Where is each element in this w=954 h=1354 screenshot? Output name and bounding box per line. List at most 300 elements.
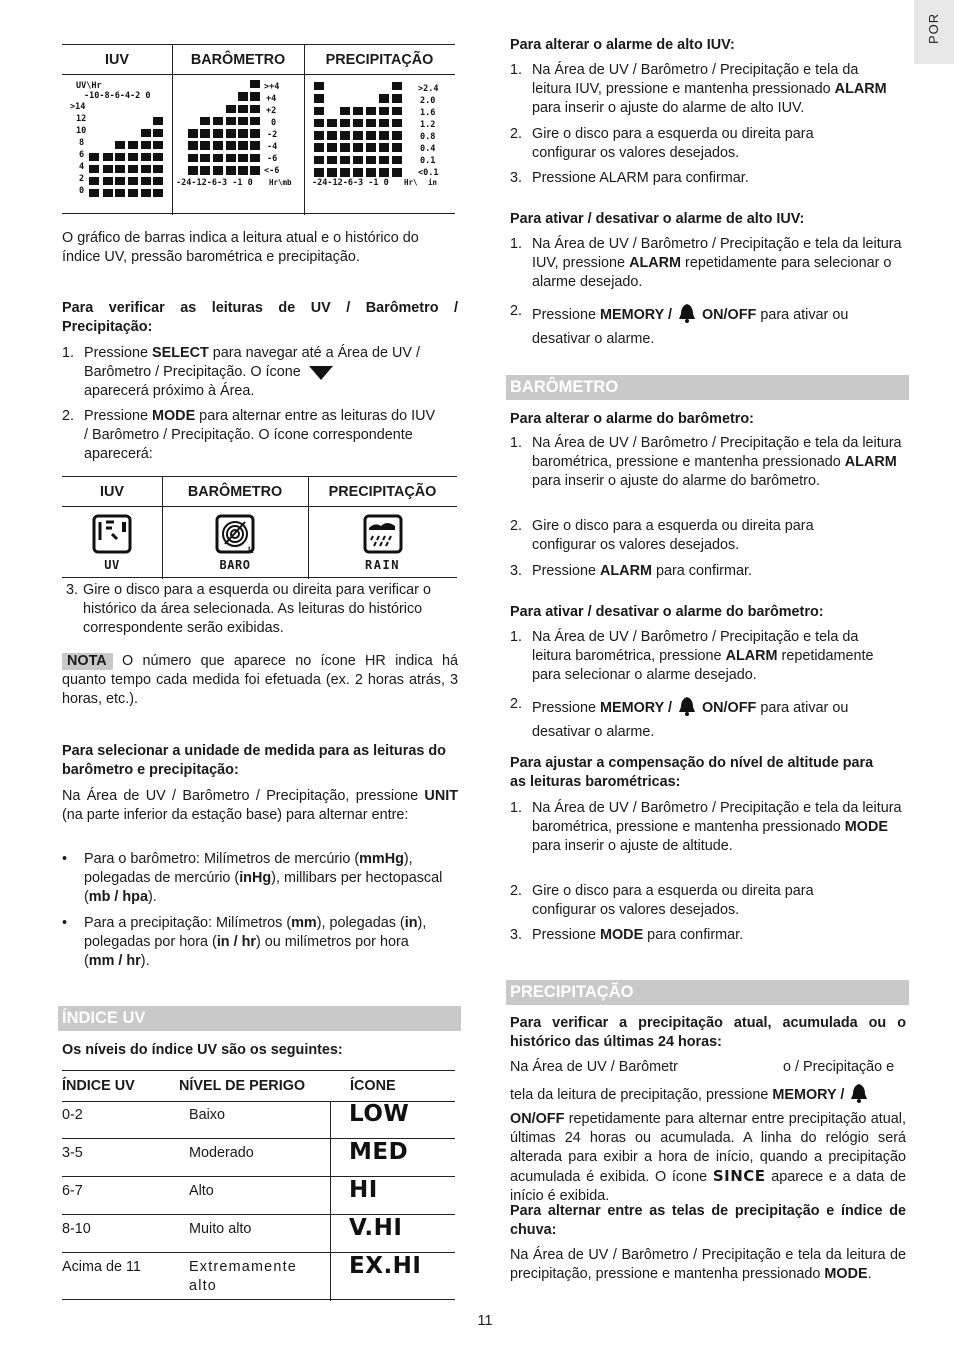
baro-bar-segment xyxy=(250,105,260,114)
unit-text: (na parte inferior da estação base) para alternar entre: xyxy=(62,807,409,823)
uv-table-header-index: ÍNDICE UV xyxy=(62,1078,135,1094)
toggle-iuv-step-2 xyxy=(510,302,906,349)
barometer-bars xyxy=(178,80,302,210)
step-number: 2. xyxy=(62,408,75,424)
rain-check-heading: Para verificar a precipitação atual, acumulada ou o histórico das últimas 24 horas: xyxy=(510,1015,906,1050)
step-text: Na Área de UV / Barômetro / Precipitação e tela da leitura IUV, pressione e mantenha pressionado xyxy=(532,62,859,97)
rain-mode-label: RAIN xyxy=(365,558,400,572)
uv-table-header-level: NÍVEL DE PERIGO xyxy=(179,1078,306,1094)
bullet-key: mmHg xyxy=(359,851,404,867)
rain-bar-segment xyxy=(340,168,350,177)
step-text: para navegar até a Área de UV / Barômetro / Precipitação. O ícone xyxy=(84,345,420,380)
alarm-iuv-step-1 xyxy=(510,61,906,118)
bullet-key: mb / hpa xyxy=(88,889,148,905)
step-text: Pressione xyxy=(532,927,600,943)
step-number: 2. xyxy=(510,303,523,319)
baro-bar-segment xyxy=(200,166,210,175)
rain-index-paragraph xyxy=(510,1246,906,1284)
bullet-text: ), polegadas por hora ( xyxy=(84,915,427,950)
rain-check-paragraph xyxy=(510,1058,906,1206)
rain-text: repetidamente para alternar entre precipitação atual, últimas 24 horas ou acumulada. A linha do relógio será alterada para exibir a hora de início, quando a precipitação acumulada é exibida. O ícone xyxy=(510,1111,906,1185)
step-text: para inserir o ajuste do alarme de alto IUV. xyxy=(532,100,805,116)
uv-level-12: 12 xyxy=(76,114,87,124)
altitude-step-1 xyxy=(510,799,906,856)
rain-bar-segment xyxy=(379,107,389,116)
uv-bar-segment xyxy=(89,189,99,197)
step-key: MEMORY / xyxy=(600,700,676,716)
uv-bar-segment xyxy=(128,141,138,149)
uv-index-cell: 6-7 xyxy=(62,1183,83,1199)
uv-mode-label: UV xyxy=(104,558,120,572)
mode-icon-table xyxy=(62,476,457,578)
baro-bar-segment xyxy=(250,80,260,89)
rain-text: o / Precipitação e xyxy=(783,1059,895,1075)
uv-hr-ticks: -10-8-6-4-2 0 xyxy=(84,91,151,101)
rain-bar-segment xyxy=(366,131,376,140)
baro-bar-segment xyxy=(213,166,223,175)
rain-bar-segment xyxy=(327,168,337,177)
alarm-baro-step-1 xyxy=(510,434,906,491)
uv-table-header-icon: ÍCONE xyxy=(350,1078,396,1094)
rain-bar-segment xyxy=(392,168,402,177)
altitude-heading: Para ajustar a compensação do nível de altitude para as leituras barométricas: xyxy=(510,755,874,790)
baro-bar-segment xyxy=(226,141,236,150)
step-number: 1. xyxy=(510,435,523,451)
baro-mode-icon xyxy=(215,514,255,554)
step-text: repetidamente para selecionar o alarme desejado. xyxy=(532,255,892,290)
baro-bar-segment xyxy=(250,154,260,163)
uv-bar-segment xyxy=(141,141,151,149)
rain-level-4: 1.2 xyxy=(420,120,436,130)
rain-bar-segment xyxy=(314,156,324,165)
baro-bar-segment xyxy=(250,166,260,175)
baro-level-2: +4 xyxy=(266,94,277,104)
step-key: ALARM xyxy=(834,81,887,97)
baro-bar-segment xyxy=(250,92,260,101)
rain-bar-segment xyxy=(314,168,324,177)
ex-hi-icon: EX.HI xyxy=(349,1253,422,1279)
uv-index-cell: 8-10 xyxy=(62,1221,91,1237)
rain-bar-segment xyxy=(314,82,324,91)
step-number: 3. xyxy=(510,563,523,579)
step-key: SELECT xyxy=(152,345,209,361)
unit-heading: Para selecionar a unidade de medida para as leituras do barômetro e precipitação: xyxy=(62,743,446,778)
uv-bar-segment xyxy=(141,129,151,137)
rain-bar-segment xyxy=(392,119,402,128)
baro-level-6: -4 xyxy=(267,142,278,152)
uv-bar-segment xyxy=(115,177,125,185)
uv-bar-segment xyxy=(103,165,113,173)
uv-bar-segment xyxy=(128,189,138,197)
step-number: 3. xyxy=(66,582,79,598)
triangle-down-icon xyxy=(309,366,333,380)
uv-index-section-title: ÍNDICE UV xyxy=(58,1006,461,1031)
bell-icon xyxy=(676,695,698,723)
baro-bar-segment xyxy=(238,166,248,175)
baro-bar-segment xyxy=(213,129,223,138)
uv-bar-segment xyxy=(89,165,99,173)
step-number: 1. xyxy=(510,800,523,816)
bullet-key: mm xyxy=(291,915,317,931)
step-number: 3. xyxy=(510,170,523,186)
rain-bar-segment xyxy=(392,156,402,165)
baro-bar-segment xyxy=(238,105,248,114)
step-key: ON/OFF xyxy=(701,700,757,716)
rain-bar-segment xyxy=(392,94,402,103)
uv-bar-segment xyxy=(153,141,163,149)
bullet-key: in xyxy=(404,915,418,931)
rain-bar-segment xyxy=(353,143,363,152)
uv-level-cell: Muito alto xyxy=(189,1221,252,1237)
rain-bar-segment xyxy=(379,156,389,165)
hi-icon: HI xyxy=(349,1177,378,1203)
uv-bar-segment xyxy=(89,177,99,185)
step-text: Gire o disco para a esquerda ou direita para configurar os valores desejados. xyxy=(532,883,814,918)
uv-level-cell: Moderado xyxy=(189,1145,254,1161)
baro-unit: Hr\mb xyxy=(269,178,292,187)
graph-header-precipitacao: PRECIPITAÇÃO xyxy=(325,52,434,68)
bullet-text: ). xyxy=(140,953,150,969)
graph-intro-text: O gráfico de barras indica a leitura atual e o histórico do índice UV, pressão barométrica e precipitação. xyxy=(62,230,419,265)
baro-bar-segment xyxy=(200,117,210,126)
rain-bar-segment xyxy=(353,168,363,177)
uv-bar-segment xyxy=(115,189,125,197)
baro-bar-segment xyxy=(238,129,248,138)
uv-level-0: 0 xyxy=(79,186,85,196)
rain-key: MEMORY / xyxy=(772,1087,845,1103)
bell-icon xyxy=(848,1082,870,1110)
rain-unit-hr: Hr\ xyxy=(404,178,418,187)
rain-bar-segment xyxy=(327,156,337,165)
uv-level-8: 8 xyxy=(79,138,85,148)
baro-bar-segment xyxy=(226,154,236,163)
page-number: 11 xyxy=(477,1313,493,1329)
check-step-2 xyxy=(62,407,458,464)
step-text: para inserir o ajuste de altitude. xyxy=(532,838,733,854)
barometer-history-graph xyxy=(178,80,302,210)
bell-icon xyxy=(676,302,698,330)
rain-bar-segment xyxy=(340,156,350,165)
uv-bar-segment xyxy=(153,153,163,161)
rain-bar-segment xyxy=(366,168,376,177)
toggle-iuv-heading: Para ativar / desativar o alarme de alto IUV: xyxy=(510,211,805,227)
rain-bar-segment xyxy=(379,143,389,152)
rain-bar-segment xyxy=(327,119,337,128)
step-key: ALARM xyxy=(844,454,897,470)
language-tab-label: POR xyxy=(926,12,941,44)
step-text: Pressione xyxy=(84,345,152,361)
uv-bar-segment xyxy=(103,189,113,197)
baro-bar-segment xyxy=(226,129,236,138)
unit-bullet-precipitation xyxy=(62,914,458,971)
bullet-text: ). xyxy=(147,889,157,905)
graph-divider-1 xyxy=(172,45,173,215)
rain-key: MODE xyxy=(824,1266,868,1282)
step-text: para confirmar. xyxy=(643,927,744,943)
rain-bar-segment xyxy=(340,131,350,140)
step-text: para alternar entre as leituras do IUV / Barômetro / Precipitação. O ícone correspondente aparecerá: xyxy=(84,408,436,462)
step-number: 1. xyxy=(510,62,523,78)
step-text: Na Área de UV / Barômetro / Precipitação e tela da leitura barométrica, pressione xyxy=(532,629,859,664)
step-text: Pressione xyxy=(532,307,600,323)
uv-level-6: 6 xyxy=(79,150,85,160)
graph-header-barometro: BARÔMETRO xyxy=(190,52,286,68)
baro-bar-segment xyxy=(200,129,210,138)
altitude-step-3 xyxy=(510,926,906,945)
table-row xyxy=(62,1254,455,1301)
bullet-key: inHg xyxy=(239,870,272,886)
rain-level-3: 1.6 xyxy=(420,108,436,118)
step-text: Na Área de UV / Barômetro / Precipitação e tela da leitura IUV, pressione xyxy=(532,236,902,271)
rain-bar-segment xyxy=(314,131,324,140)
rain-bar-segment xyxy=(366,119,376,128)
uv-bar-segment xyxy=(153,177,163,185)
since-icon: SINCE xyxy=(712,1167,766,1185)
note-block xyxy=(62,652,458,709)
rain-bar-segment xyxy=(392,82,402,91)
rain-bar-segment xyxy=(379,168,389,177)
uv-bar-segment xyxy=(153,165,163,173)
table-row xyxy=(62,1102,455,1139)
rain-key: ON/OFF xyxy=(510,1111,565,1127)
uv-bar-segment xyxy=(128,153,138,161)
check-readings-heading: Para verificar as leituras de UV / Barômetro / Precipitação: xyxy=(62,300,458,335)
uv-bar-segment xyxy=(115,165,125,173)
uv-level-cell: Alto xyxy=(189,1183,214,1199)
alarm-baro-step-3 xyxy=(510,562,906,581)
bullet-text: ), polegadas ( xyxy=(316,915,405,931)
step-text: aparecerá próximo à Área. xyxy=(84,383,255,399)
rain-level-6: 0.4 xyxy=(420,144,436,154)
uv-bar-segment xyxy=(141,165,151,173)
bullet-dot: • xyxy=(62,915,68,931)
low-icon: LOW xyxy=(349,1101,410,1127)
rain-bar-segment xyxy=(314,94,324,103)
baro-bar-segment xyxy=(213,141,223,150)
uv-bar-segment xyxy=(89,153,99,161)
step-key: MODE xyxy=(152,408,196,424)
icon-header-iuv: IUV xyxy=(100,484,124,500)
uv-history-graph xyxy=(70,80,170,210)
step-text: Na Área de UV / Barômetro / Precipitação e tela da leitura barométrica, pressione e mantenha pressionado xyxy=(532,800,902,835)
rain-text: Na Área de UV / Barômetro / Precipitação e tela da leitura de precipitação, pressione e mantenha pressionado xyxy=(510,1247,906,1282)
rain-text: aparece e a data de início é exibida. xyxy=(510,1169,906,1204)
step-number: 3. xyxy=(510,927,523,943)
step-number: 2. xyxy=(510,518,523,534)
check-step-1 xyxy=(62,344,458,401)
baro-level-5: -2 xyxy=(267,130,278,140)
step-text: Na Área de UV / Barômetro / Precipitação e tela da leitura barométrica, pressione e mantenha pressionado xyxy=(532,435,902,470)
baro-bar-segment xyxy=(238,141,248,150)
rain-level-5: 0.8 xyxy=(420,132,436,142)
uv-bar-segment xyxy=(128,165,138,173)
rain-level-8: <0.1 xyxy=(418,168,439,178)
uv-bar-segment xyxy=(141,177,151,185)
uv-bar-segment xyxy=(103,177,113,185)
rain-bar-segment xyxy=(353,131,363,140)
note-text: O número que aparece no ícone HR indica há quanto tempo cada medida foi efetuada (ex. 2 horas atrás, 3 horas, etc.). xyxy=(62,653,459,707)
uv-bar-segment xyxy=(141,189,151,197)
rain-bar-segment xyxy=(340,107,350,116)
rain-x-ticks: -24-12-6-3 -1 0 xyxy=(312,178,389,188)
baro-bar-segment xyxy=(188,166,198,175)
baro-x-ticks: -24-12-6-3 -1 0 xyxy=(176,178,253,188)
baro-bar-segment xyxy=(250,129,260,138)
alarm-baro-step-2 xyxy=(510,517,906,555)
baro-level-4: 0 xyxy=(271,118,277,128)
step-key: ALARM xyxy=(725,648,778,664)
rain-bar-segment xyxy=(379,94,389,103)
baro-bar-segment xyxy=(200,141,210,150)
language-tab xyxy=(914,0,954,64)
baro-level-1: >+4 xyxy=(264,82,280,92)
step-key: ALARM xyxy=(629,255,682,271)
uv-level-2: 2 xyxy=(79,174,85,184)
step-text: repetidamente para selecionar o alarme desejado. xyxy=(532,648,874,683)
rain-bar-segment xyxy=(392,107,402,116)
step-key: ALARM xyxy=(600,563,652,579)
rain-bar-segment xyxy=(392,143,402,152)
rain-bar-segment xyxy=(314,119,324,128)
step-text: para ativar ou desativar o alarme. xyxy=(532,700,849,740)
bullet-text: ) ou milímetros por hora ( xyxy=(84,934,409,969)
rain-bar-segment xyxy=(340,143,350,152)
baro-bar-segment xyxy=(213,154,223,163)
step-text: Pressione xyxy=(532,563,600,579)
uv-hr-label: UV\Hr xyxy=(76,81,102,91)
rain-bar-segment xyxy=(366,156,376,165)
rain-bar-segment xyxy=(353,107,363,116)
baro-bar-segment xyxy=(226,166,236,175)
graph-table xyxy=(62,44,455,214)
baro-bar-segment xyxy=(188,129,198,138)
step-text: para confirmar. xyxy=(651,563,752,579)
uv-levels-heading: Os níveis do índice UV são os seguintes: xyxy=(62,1042,343,1058)
uv-index-cell: 0-2 xyxy=(62,1107,83,1123)
toggle-iuv-step-1 xyxy=(510,235,906,292)
step-key: ON/OFF xyxy=(701,307,757,323)
step-text: Pressione xyxy=(532,700,600,716)
alarm-baro-heading: Para alterar o alarme do barômetro: xyxy=(510,411,754,427)
uv-bars xyxy=(76,80,170,210)
rain-bar-segment xyxy=(327,131,337,140)
bullet-text: ), polegadas de mercúrio ( xyxy=(84,851,413,886)
uv-bar-segment xyxy=(128,177,138,185)
baro-bar-segment xyxy=(188,154,198,163)
bullet-text: Para a precipitação: Milímetros ( xyxy=(84,915,292,931)
alarm-iuv-step-3 xyxy=(510,169,906,188)
step-number: 1. xyxy=(510,236,523,252)
rain-bar-segment xyxy=(327,143,337,152)
unit-key: UNIT xyxy=(424,788,458,804)
uv-bar-segment xyxy=(153,129,163,137)
rain-mode-icon xyxy=(363,514,403,554)
rain-index-heading: Para alternar entre as telas de precipitação e índice de chuva: xyxy=(510,1203,906,1238)
uv-level-4: 4 xyxy=(79,162,85,172)
barometer-section-title: BARÔMETRO xyxy=(506,375,909,400)
step-key: MODE xyxy=(600,927,644,943)
icon-header-precipitacao: PRECIPITAÇÃO xyxy=(328,484,437,500)
step-text: para ativar ou desativar o alarme. xyxy=(532,307,849,347)
step-text: Pressione xyxy=(84,408,152,424)
baro-bar-segment xyxy=(250,117,260,126)
rain-bar-segment xyxy=(366,107,376,116)
check-step-3 xyxy=(66,581,458,638)
rain-bar-segment xyxy=(314,107,324,116)
baro-bar-segment xyxy=(238,92,248,101)
bullet-dot: • xyxy=(62,851,68,867)
rain-text: . xyxy=(867,1266,872,1282)
baro-mode-label: BARO xyxy=(219,558,251,572)
baro-icon-letter: L xyxy=(248,545,254,555)
table-row xyxy=(62,1140,455,1177)
unit-text: Na Área de UV / Barômetro / Precipitação, pressione xyxy=(62,788,425,804)
baro-bar-segment xyxy=(226,105,236,114)
uv-level-14: >14 xyxy=(70,102,86,112)
rain-history-graph xyxy=(310,80,452,210)
bullet-key: mm / hr xyxy=(88,953,141,969)
alarm-iuv-heading: Para alterar o alarme de alto IUV: xyxy=(510,37,735,53)
step-number: 2. xyxy=(510,696,523,712)
step-key: MEMORY / xyxy=(600,307,676,323)
uv-bar-segment xyxy=(103,153,113,161)
precipitation-section-title: PRECIPITAÇÃO xyxy=(506,980,909,1005)
bullet-text: ), millibars per hectopascal ( xyxy=(84,870,443,905)
step-number: 1. xyxy=(62,345,75,361)
uv-bar-segment xyxy=(115,141,125,149)
uv-levels-table xyxy=(62,1070,455,1300)
v-hi-icon: V.HI xyxy=(349,1215,403,1241)
baro-bar-segment xyxy=(213,117,223,126)
bullet-text: Para o barômetro: Milímetros de mercúrio ( xyxy=(84,851,360,867)
toggle-baro-step-2 xyxy=(510,695,906,742)
baro-bar-segment xyxy=(200,154,210,163)
uv-bar-segment xyxy=(153,189,163,197)
table-row xyxy=(62,1216,455,1253)
rain-bar-segment xyxy=(353,156,363,165)
baro-level-3: +2 xyxy=(266,106,277,116)
step-text: Pressione ALARM para confirmar. xyxy=(532,170,749,186)
bullet-key: in / hr xyxy=(216,934,256,950)
toggle-baro-heading: Para ativar / desativar o alarme do barômetro: xyxy=(510,604,824,620)
rain-text: Na Área de UV / Barômetr xyxy=(510,1059,678,1075)
med-icon: MED xyxy=(349,1139,409,1165)
step-text: Gire o disco para a esquerda ou direita para verificar o histórico da área selecionada. As leituras do histórico correspondente serão exibidas. xyxy=(83,582,431,636)
uv-bar-segment xyxy=(115,153,125,161)
altitude-step-2 xyxy=(510,882,906,920)
rain-bar-segment xyxy=(353,119,363,128)
step-text: Gire o disco para a esquerda ou direita para configurar os valores desejados. xyxy=(532,126,814,161)
step-text: para inserir o ajuste do alarme do barômetro. xyxy=(532,473,820,489)
baro-level-7: -6 xyxy=(267,154,278,164)
unit-bullet-barometer xyxy=(62,850,458,907)
note-label: NOTA xyxy=(62,653,113,670)
step-number: 2. xyxy=(510,883,523,899)
rain-bar-segment xyxy=(379,131,389,140)
alarm-iuv-step-2 xyxy=(510,125,906,163)
baro-bar-segment xyxy=(250,141,260,150)
step-text: Gire o disco para a esquerda ou direita para configurar os valores desejados. xyxy=(532,518,814,553)
uv-level-10: 10 xyxy=(76,126,87,136)
baro-level-8: <-6 xyxy=(264,166,280,176)
table-row xyxy=(62,1178,455,1215)
rain-unit-in: in xyxy=(428,178,438,187)
toggle-baro-step-1 xyxy=(510,628,906,685)
rain-bar-segment xyxy=(314,143,324,152)
rain-text: tela da leitura de precipitação, pressione xyxy=(510,1087,773,1103)
rain-bar-segment xyxy=(340,119,350,128)
rain-level-7: 0.1 xyxy=(420,156,436,166)
